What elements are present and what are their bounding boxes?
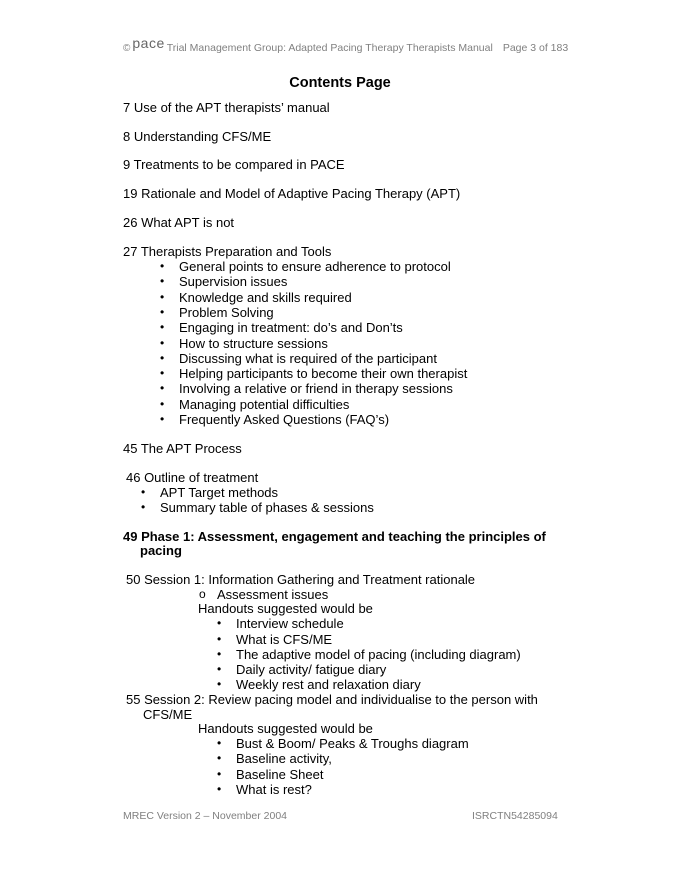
list-item: • General points to ensure adherence to protocol — [179, 259, 451, 274]
list-item: • Involving a relative or friend in therapy sessions — [179, 381, 453, 396]
list-item: • What is rest? — [236, 782, 312, 797]
toc-entry-9: 9 Treatments to be compared in PACE — [123, 157, 345, 172]
toc-entry-55: 55 Session 2: Review pacing model and individualise to the person with — [126, 692, 538, 707]
page-header — [123, 35, 569, 54]
list-item: • Baseline Sheet — [236, 767, 323, 782]
footer-isrctn: ISRCTN54285094 — [472, 810, 558, 822]
page-title: Contents Page — [289, 75, 391, 91]
list-item: • What is CFS/ME — [236, 632, 332, 647]
copyright-symbol: © — [123, 43, 131, 54]
list-item: • Frequently Asked Questions (FAQ’s) — [179, 412, 389, 427]
list-item: • Bust & Boom/ Peaks & Troughs diagram — [236, 736, 469, 751]
toc-entry-49-cont: pacing — [140, 543, 182, 558]
list-item: • Baseline activity, — [236, 751, 332, 766]
list-item: • Supervision issues — [179, 274, 287, 289]
handouts-label: Handouts suggested would be — [198, 721, 373, 736]
list-item: • Weekly rest and relaxation diary — [236, 677, 421, 692]
list-item: • The adaptive model of pacing (including diagram) — [236, 647, 521, 662]
list-item: • Summary table of phases & sessions — [160, 500, 374, 515]
list-item: • Helping participants to become their own therapist — [179, 366, 467, 381]
toc-entry-19: 19 Rationale and Model of Adaptive Pacing Therapy (APT) — [123, 186, 461, 201]
list-item: • Managing potential difficulties — [179, 397, 349, 412]
list-item: • Interview schedule — [236, 616, 344, 631]
list-item: • Knowledge and skills required — [179, 290, 352, 305]
list-item: • Daily activity/ fatigue diary — [236, 662, 386, 677]
handouts-label: Handouts suggested would be — [198, 601, 373, 616]
sub-list-item: o Assessment issues — [217, 587, 328, 602]
toc-entry-46: 46 Outline of treatment — [126, 470, 259, 485]
list-item: • Discussing what is required of the participant — [179, 351, 437, 366]
page-number: Page 3 of 183 — [502, 42, 569, 54]
toc-entry-50: 50 Session 1: Information Gathering and Treatment rationale — [126, 572, 476, 587]
toc-entry-26: 26 What APT is not — [123, 215, 235, 230]
toc-entry-8: 8 Understanding CFS/ME — [123, 129, 272, 144]
toc-entry-55-cont: CFS/ME — [143, 707, 193, 722]
pace-logo: pace — [132, 35, 165, 51]
list-item: • Engaging in treatment: do’s and Don’ts — [179, 320, 403, 335]
footer-version: MREC Version 2 – November 2004 — [123, 810, 287, 822]
list-item: • Problem Solving — [179, 305, 274, 320]
toc-entry-7: 7 Use of the APT therapists’ manual — [123, 100, 330, 115]
toc-entry-45: 45 The APT Process — [123, 441, 242, 456]
header-title: Trial Management Group: Adapted Pacing Therapy Therapists Manual — [166, 42, 493, 54]
list-item: • How to structure sessions — [179, 336, 328, 351]
list-item: • APT Target methods — [160, 485, 278, 500]
toc-entry-49: 49 Phase 1: Assessment, engagement and teaching the principles of — [123, 529, 546, 544]
toc-entry-27: 27 Therapists Preparation and Tools — [123, 244, 332, 259]
